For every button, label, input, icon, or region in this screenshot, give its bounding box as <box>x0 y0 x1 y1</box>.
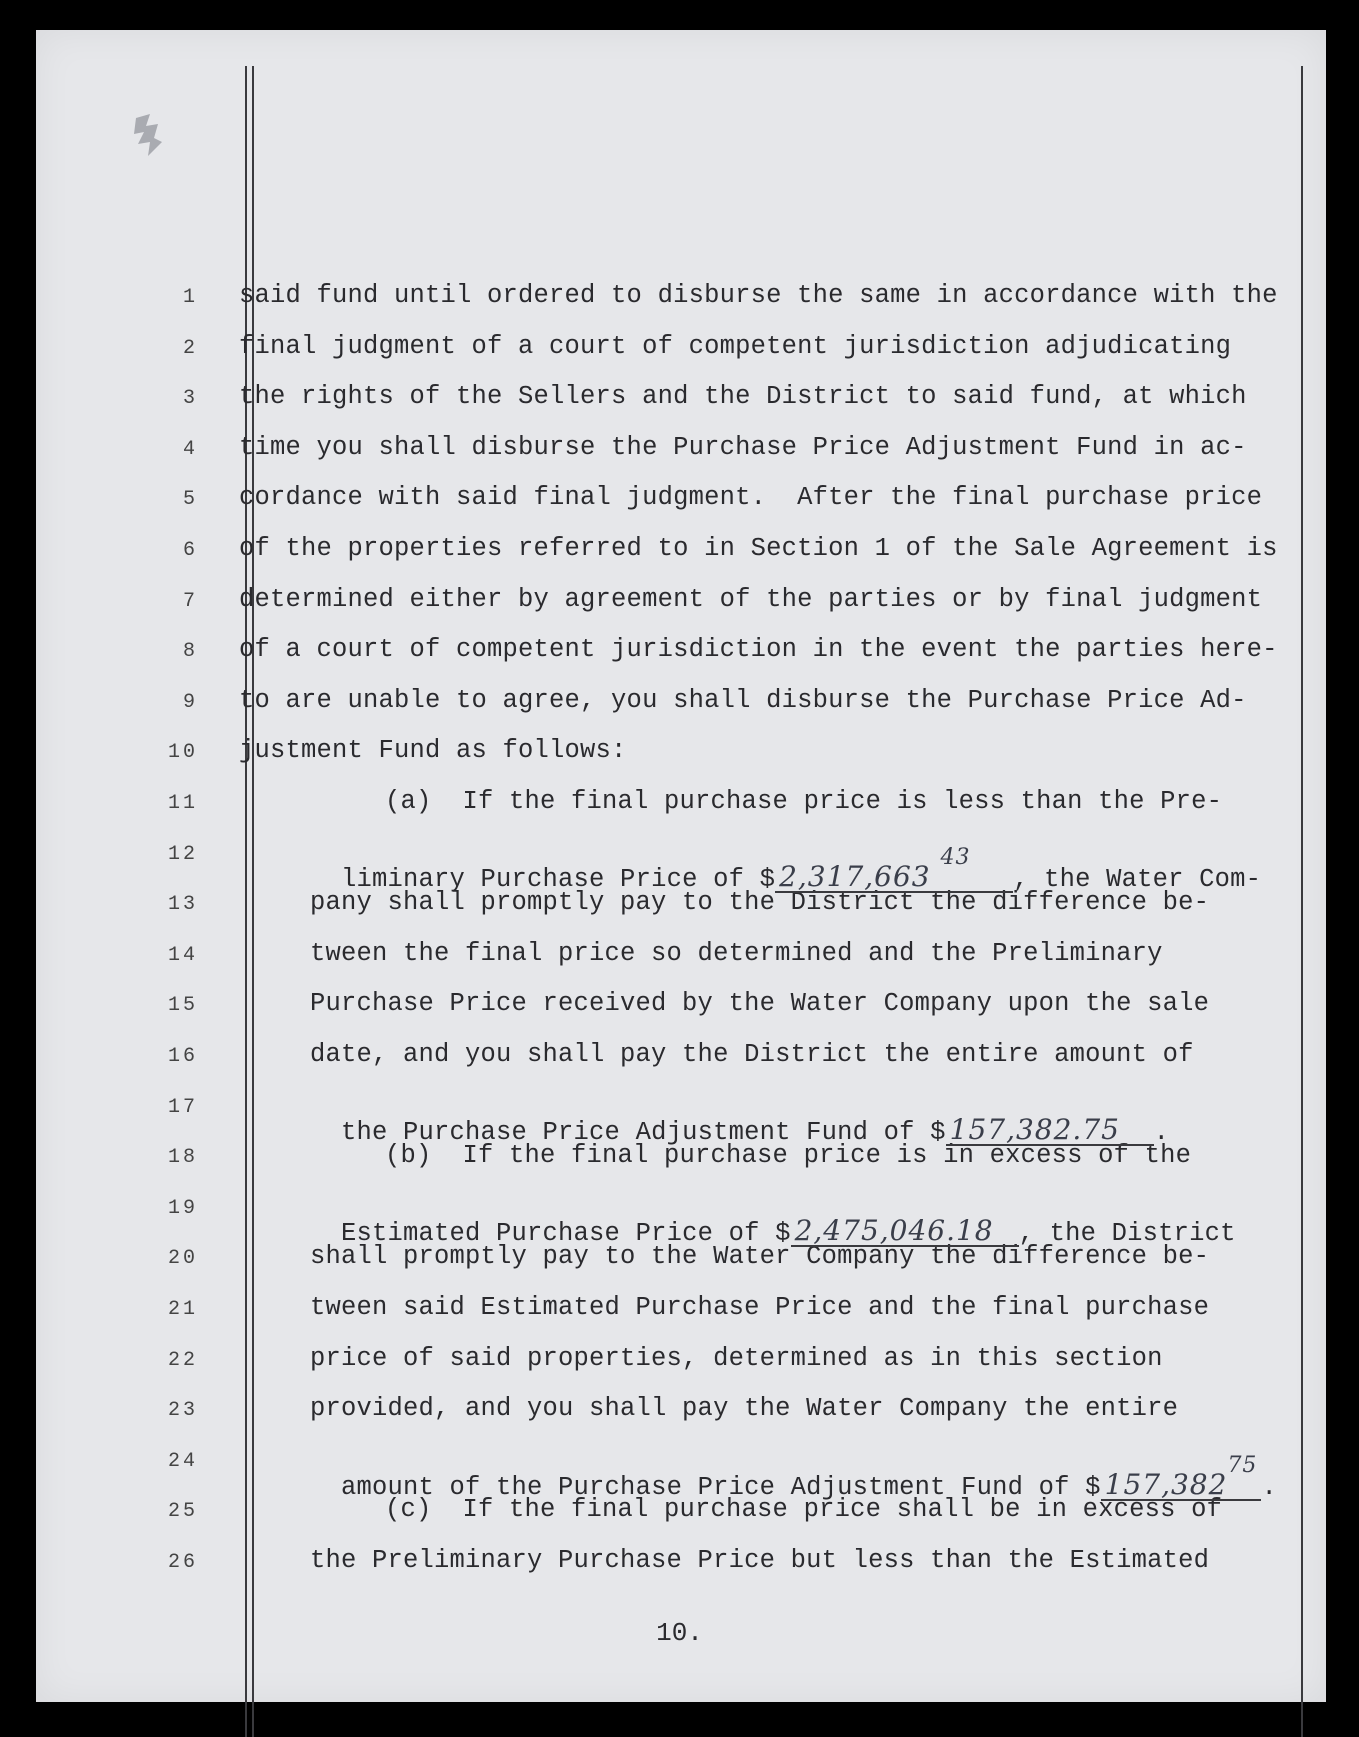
line-24-text-after: . <box>1261 1473 1277 1502</box>
text-line: determined either by agreement of the parties or by final judgment <box>239 585 1263 614</box>
line-number: 13 <box>167 893 198 916</box>
text-line: provided, and you shall pay the Water Company the entire <box>310 1394 1179 1423</box>
text-line: date, and you shall pay the District the entire amount of <box>310 1040 1194 1069</box>
line-12-text-after: , the Water Com- <box>1013 865 1262 894</box>
text-line: justment Fund as follows: <box>239 736 627 765</box>
line-number: 24 <box>167 1450 198 1473</box>
line-number: 3 <box>182 387 198 410</box>
page-number: 10. <box>656 1618 703 1648</box>
text-line: (c) If the final purchase price shall be in excess of <box>385 1495 1223 1524</box>
line-24 <box>310 1442 1277 1502</box>
handwritten-preliminary-price-value: 2,317,663 <box>779 860 931 893</box>
text-line: of the properties referred to in Section 1 of the Sale Agreement is <box>239 534 1278 563</box>
line-number: 15 <box>167 994 198 1017</box>
line-number: 6 <box>182 539 198 562</box>
left-margin-rule-inner <box>252 66 254 1737</box>
handwritten-estimated-price: 2,475,046.18 <box>791 1217 1019 1247</box>
line-17-text-before: the Purchase Price Adjustment Fund of $ <box>341 1118 946 1147</box>
handwritten-preliminary-price-cents: 43 <box>940 845 971 870</box>
text-line: cordance with said final judgment. After the final purchase price <box>239 483 1263 512</box>
line-number: 17 <box>167 1096 198 1119</box>
text-line: time you shall disburse the Purchase Price Adjustment Fund in ac- <box>239 433 1247 462</box>
line-number: 5 <box>182 488 198 511</box>
line-number: 10 <box>167 741 198 764</box>
text-line: shall promptly pay to the Water Company the difference be- <box>310 1242 1210 1271</box>
left-margin-rule <box>245 66 247 1737</box>
text-line: (a) If the final purchase price is less than the Pre- <box>385 787 1223 816</box>
handwritten-adjustment-fund-amount-b <box>1101 1453 1262 1501</box>
line-number: 21 <box>167 1298 198 1321</box>
handwritten-adjustment-fund-amount-b-cents: 75 <box>1227 1453 1258 1478</box>
text-line: final judgment of a court of competent jurisdiction adjudicating <box>239 332 1232 361</box>
handwritten-preliminary-price <box>775 845 1013 893</box>
text-line: tween said Estimated Purchase Price and the final purchase <box>310 1293 1210 1322</box>
staple-mark-icon <box>128 112 168 162</box>
line-number: 12 <box>167 843 198 866</box>
line-number: 11 <box>167 792 198 815</box>
text-line: Purchase Price received by the Water Company upon the sale <box>310 989 1210 1018</box>
text-line: the rights of the Sellers and the District to said fund, at which <box>239 382 1247 411</box>
line-number: 19 <box>167 1197 198 1220</box>
line-19-text-before: Estimated Purchase Price of $ <box>341 1219 791 1248</box>
line-number: 20 <box>167 1247 198 1270</box>
text-line: the Preliminary Purchase Price but less than the Estimated <box>310 1546 1210 1575</box>
line-24-text-before: amount of the Purchase Price Adjustment Fund of $ <box>341 1473 1101 1502</box>
handwritten-adjustment-fund-amount-b-value: 157,382 <box>1104 1468 1228 1501</box>
line-number: 22 <box>167 1349 198 1372</box>
line-12 <box>310 834 1261 894</box>
line-19 <box>310 1188 1236 1248</box>
text-line: to are unable to agree, you shall disburse the Purchase Price Ad- <box>239 686 1247 715</box>
line-number: 8 <box>182 640 198 663</box>
text-line: tween the final price so determined and the Preliminary <box>310 939 1163 968</box>
text-line: said fund until ordered to disburse the same in accordance with the <box>239 281 1278 310</box>
line-number: 2 <box>182 337 198 360</box>
line-number: 26 <box>167 1551 198 1574</box>
text-line: price of said properties, determined as in this section <box>310 1344 1163 1373</box>
line-number: 14 <box>167 944 198 967</box>
line-number: 9 <box>182 691 198 714</box>
line-number: 4 <box>182 438 198 461</box>
right-margin-rule <box>1301 66 1303 1737</box>
line-12-text-before: liminary Purchase Price of $ <box>341 865 776 894</box>
line-17 <box>310 1087 1169 1147</box>
text-line: of a court of competent jurisdiction in the event the parties here- <box>239 635 1278 664</box>
line-number: 1 <box>182 286 198 309</box>
text-line: (b) If the final purchase price is in excess of the <box>385 1141 1192 1170</box>
line-number: 16 <box>167 1045 198 1068</box>
line-number: 25 <box>167 1500 198 1523</box>
line-19-text-after: , the District <box>1018 1219 1236 1248</box>
line-number: 23 <box>167 1399 198 1422</box>
handwritten-adjustment-fund-amount-a: 157,382.75 <box>946 1116 1154 1146</box>
line-number: 7 <box>182 590 198 613</box>
text-line: pany shall promptly pay to the District the difference be- <box>310 888 1210 917</box>
line-number: 18 <box>167 1146 198 1169</box>
line-17-text-after: . <box>1153 1118 1170 1147</box>
